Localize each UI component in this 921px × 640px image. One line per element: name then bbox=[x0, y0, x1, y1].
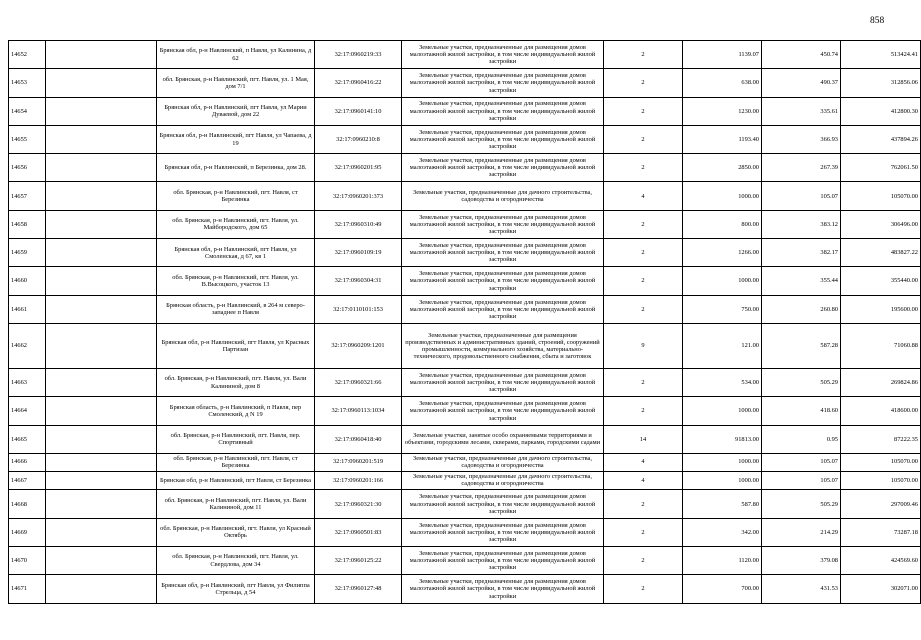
table-row bbox=[9, 41, 921, 69]
empty-cell bbox=[46, 267, 157, 295]
area-cell: 1000.00 bbox=[683, 267, 762, 295]
cadastral-number-cell: 32:17:0960418:40 bbox=[315, 425, 402, 453]
cadastral-number-cell: 32:17:0960127:48 bbox=[315, 575, 402, 603]
cadastral-number-cell: 32:17:0960109:19 bbox=[315, 239, 402, 267]
use-category-cell: 2 bbox=[604, 154, 683, 182]
empty-cell bbox=[46, 547, 157, 575]
table-row bbox=[9, 472, 921, 490]
area-cell: 638.00 bbox=[683, 69, 762, 97]
specific-value-cell: 366.93 bbox=[762, 125, 841, 153]
land-use-cell: Земельные участки, предназначенные для размещения домов малоэтажной жилой застройки, в том числе индивидуальной жилой застройки bbox=[402, 518, 604, 546]
row-number: 14656 bbox=[9, 154, 46, 182]
cadastral-number-cell: 32:17:0960210:8 bbox=[315, 125, 402, 153]
empty-cell bbox=[46, 397, 157, 425]
area-cell: 1000.00 bbox=[683, 397, 762, 425]
table-row bbox=[9, 295, 921, 323]
land-use-cell: Земельные участки, занятые особо охраняемыми территориями и объектами, городскими лесами, скверами, парками, городскими садами bbox=[402, 425, 604, 453]
use-category-cell: 2 bbox=[604, 368, 683, 396]
row-number: 14666 bbox=[9, 453, 46, 471]
empty-cell bbox=[46, 239, 157, 267]
specific-value-cell: 267.39 bbox=[762, 154, 841, 182]
area-cell: 587.80 bbox=[683, 490, 762, 518]
cadastral-value-cell: 412800.30 bbox=[841, 97, 921, 125]
cadastral-number-cell: 32:17:0960113:1034 bbox=[315, 397, 402, 425]
area-cell: 534.00 bbox=[683, 368, 762, 396]
cadastral-number-cell: 32:17:0960141:10 bbox=[315, 97, 402, 125]
row-number: 14655 bbox=[9, 125, 46, 153]
use-category-cell: 4 bbox=[604, 182, 683, 210]
cadastral-value-cell: 105070.00 bbox=[841, 472, 921, 490]
address-cell: Брянская область, р-н Навлинский, в 264 м северо-западнее п Навля bbox=[157, 295, 315, 323]
land-use-cell: Земельные участки, предназначенные для размещения домов малоэтажной жилой застройки, в том числе индивидуальной жилой застройки bbox=[402, 210, 604, 238]
table-row bbox=[9, 97, 921, 125]
cadastral-value-cell: 105070.00 bbox=[841, 453, 921, 471]
area-cell: 1193.40 bbox=[683, 125, 762, 153]
table-row bbox=[9, 368, 921, 396]
cadastral-number-cell: 32:17:0960219:33 bbox=[315, 41, 402, 69]
address-cell: обл. Брянская, р-н Навлинский, пгт. Навля, пер. Спортивный bbox=[157, 425, 315, 453]
empty-cell bbox=[46, 295, 157, 323]
empty-cell bbox=[46, 368, 157, 396]
specific-value-cell: 505.29 bbox=[762, 490, 841, 518]
use-category-cell: 4 bbox=[604, 472, 683, 490]
empty-cell bbox=[46, 472, 157, 490]
row-number: 14665 bbox=[9, 425, 46, 453]
land-use-cell: Земельные участки, предназначенные для размещения домов малоэтажной жилой застройки, в том числе индивидуальной жилой застройки bbox=[402, 41, 604, 69]
land-use-cell: Земельные участки, предназначенные для размещения домов малоэтажной жилой застройки, в том числе индивидуальной жилой застройки bbox=[402, 267, 604, 295]
address-cell: Брянская обл, р-н Навлинский, пгт Навля, ул Чапаева, д 19 bbox=[157, 125, 315, 153]
cadastral-number-cell: 32:17:0960209:1201 bbox=[315, 323, 402, 368]
cadastral-number-cell: 32:17:0960501:83 bbox=[315, 518, 402, 546]
land-parcel-table-body bbox=[9, 41, 921, 604]
use-category-cell: 2 bbox=[604, 239, 683, 267]
specific-value-cell: 383.12 bbox=[762, 210, 841, 238]
specific-value-cell: 450.74 bbox=[762, 41, 841, 69]
row-number: 14652 bbox=[9, 41, 46, 69]
land-use-cell: Земельные участки, предназначенные для размещения домов малоэтажной жилой застройки, в том числе индивидуальной жилой застройки bbox=[402, 368, 604, 396]
cadastral-number-cell: 32:17:0960304:31 bbox=[315, 267, 402, 295]
specific-value-cell: 431.53 bbox=[762, 575, 841, 603]
row-number: 14653 bbox=[9, 69, 46, 97]
specific-value-cell: 214.29 bbox=[762, 518, 841, 546]
cadastral-value-cell: 762061.50 bbox=[841, 154, 921, 182]
use-category-cell: 2 bbox=[604, 575, 683, 603]
row-number: 14658 bbox=[9, 210, 46, 238]
address-cell: обл. Брянская, р-н Навлинский, пгт. Навля, ст Березинка bbox=[157, 182, 315, 210]
address-cell: обл. Брянская, р-н Навлинский, пгт. Навля, ст Березинка bbox=[157, 453, 315, 471]
area-cell: 1139.07 bbox=[683, 41, 762, 69]
use-category-cell: 14 bbox=[604, 425, 683, 453]
use-category-cell: 4 bbox=[604, 453, 683, 471]
row-number: 14663 bbox=[9, 368, 46, 396]
specific-value-cell: 490.37 bbox=[762, 69, 841, 97]
land-use-cell: Земельные участки, предназначенные для размещения домов малоэтажной жилой застройки, в том числе индивидуальной жилой застройки bbox=[402, 575, 604, 603]
cadastral-value-cell: 195600.00 bbox=[841, 295, 921, 323]
empty-cell bbox=[46, 210, 157, 238]
empty-cell bbox=[46, 425, 157, 453]
cadastral-value-cell: 483827.22 bbox=[841, 239, 921, 267]
area-cell: 121.00 bbox=[683, 323, 762, 368]
area-cell: 1000.00 bbox=[683, 182, 762, 210]
table-row bbox=[9, 210, 921, 238]
cadastral-number-cell: 32:17:0960201:519 bbox=[315, 453, 402, 471]
use-category-cell: 2 bbox=[604, 518, 683, 546]
row-number: 14671 bbox=[9, 575, 46, 603]
row-number: 14670 bbox=[9, 547, 46, 575]
address-cell: обл. Брянская, р-н Навлинский, пгт. Навля, ул. Вали Калининой, дом 11 bbox=[157, 490, 315, 518]
empty-cell bbox=[46, 323, 157, 368]
cadastral-value-cell: 355440.00 bbox=[841, 267, 921, 295]
use-category-cell: 2 bbox=[604, 41, 683, 69]
area-cell: 1000.00 bbox=[683, 453, 762, 471]
cadastral-value-cell: 71060.88 bbox=[841, 323, 921, 368]
address-cell: Брянская обл, р-н Навлинский, пгт Навля, ул Марии Дуваевой, дом 22 bbox=[157, 97, 315, 125]
specific-value-cell: 379.08 bbox=[762, 547, 841, 575]
land-use-cell: Земельные участки, предназначенные для дачного строительства, садоводства и огородничества bbox=[402, 472, 604, 490]
table-row bbox=[9, 182, 921, 210]
row-number: 14661 bbox=[9, 295, 46, 323]
address-cell: Брянская обл, р-н Навлинский, п Навля, ул Калинина, д 62 bbox=[157, 41, 315, 69]
row-number: 14659 bbox=[9, 239, 46, 267]
area-cell: 2850.00 bbox=[683, 154, 762, 182]
table-row bbox=[9, 69, 921, 97]
cadastral-number-cell: 32:17:0960201:95 bbox=[315, 154, 402, 182]
cadastral-number-cell: 32:17:0960201:166 bbox=[315, 472, 402, 490]
table-row bbox=[9, 239, 921, 267]
table-row bbox=[9, 575, 921, 603]
cadastral-value-cell: 437894.26 bbox=[841, 125, 921, 153]
table-row bbox=[9, 425, 921, 453]
cadastral-number-cell: 32:17:0960416:22 bbox=[315, 69, 402, 97]
address-cell: Брянская обл, р-н Навлинский, пгт Навля, ст Березинка bbox=[157, 472, 315, 490]
address-cell: обл. Брянская, р-н Навлинский, пгт. Навля, ул. Майбородского, дом 65 bbox=[157, 210, 315, 238]
cadastral-number-cell: 32:17:0960321:30 bbox=[315, 490, 402, 518]
empty-cell bbox=[46, 97, 157, 125]
address-cell: обл. Брянская, р-н Навлинский, пгт. Навля, ул. В.Высоцкого, участок 13 bbox=[157, 267, 315, 295]
use-category-cell: 2 bbox=[604, 69, 683, 97]
address-cell: обл. Брянская, р-н Навлинский, пгт. Навля, ул. 1 Мая, дом 7/1 bbox=[157, 69, 315, 97]
table-row bbox=[9, 547, 921, 575]
specific-value-cell: 587.28 bbox=[762, 323, 841, 368]
land-use-cell: Земельные участки, предназначенные для размещения домов малоэтажной жилой застройки, в том числе индивидуальной жилой застройки bbox=[402, 97, 604, 125]
use-category-cell: 2 bbox=[604, 547, 683, 575]
area-cell: 750.00 bbox=[683, 295, 762, 323]
area-cell: 1120.00 bbox=[683, 547, 762, 575]
row-number: 14668 bbox=[9, 490, 46, 518]
area-cell: 700.00 bbox=[683, 575, 762, 603]
specific-value-cell: 105.07 bbox=[762, 182, 841, 210]
cadastral-value-cell: 424569.60 bbox=[841, 547, 921, 575]
cadastral-number-cell: 32:17:0110101:153 bbox=[315, 295, 402, 323]
cadastral-value-cell: 302071.00 bbox=[841, 575, 921, 603]
land-use-cell: Земельные участки, предназначенные для дачного строительства, садоводства и огородничества bbox=[402, 182, 604, 210]
use-category-cell: 2 bbox=[604, 97, 683, 125]
use-category-cell: 2 bbox=[604, 397, 683, 425]
land-use-cell: Земельные участки, предназначенные для размещения домов малоэтажной жилой застройки, в том числе индивидуальной жилой застройки bbox=[402, 154, 604, 182]
cadastral-number-cell: 32:17:0960125:22 bbox=[315, 547, 402, 575]
page-number: 858 bbox=[870, 16, 885, 26]
area-cell: 91813.00 bbox=[683, 425, 762, 453]
table-row bbox=[9, 154, 921, 182]
table-row bbox=[9, 397, 921, 425]
specific-value-cell: 260.80 bbox=[762, 295, 841, 323]
area-cell: 1266.00 bbox=[683, 239, 762, 267]
empty-cell bbox=[46, 69, 157, 97]
table-row bbox=[9, 125, 921, 153]
land-use-cell: Земельные участки, предназначенные для размещения домов малоэтажной жилой застройки, в том числе индивидуальной жилой застройки bbox=[402, 547, 604, 575]
cadastral-number-cell: 32:17:0960321:66 bbox=[315, 368, 402, 396]
cadastral-number-cell: 32:17:0960310:49 bbox=[315, 210, 402, 238]
address-cell: Брянская область, р-н Навлинский, п Навля, пер Смоленский, д N 19 bbox=[157, 397, 315, 425]
area-cell: 800.00 bbox=[683, 210, 762, 238]
row-number: 14662 bbox=[9, 323, 46, 368]
specific-value-cell: 0.95 bbox=[762, 425, 841, 453]
row-number: 14669 bbox=[9, 518, 46, 546]
land-use-cell: Земельные участки, предназначенные для размещения домов малоэтажной жилой застройки, в том числе индивидуальной жилой застройки bbox=[402, 239, 604, 267]
specific-value-cell: 382.17 bbox=[762, 239, 841, 267]
row-number: 14667 bbox=[9, 472, 46, 490]
cadastral-value-cell: 297009.46 bbox=[841, 490, 921, 518]
table-row bbox=[9, 267, 921, 295]
address-cell: Брянская обл, р-н Навлинский, п Березинка, дом 28. bbox=[157, 154, 315, 182]
specific-value-cell: 105.07 bbox=[762, 472, 841, 490]
empty-cell bbox=[46, 453, 157, 471]
specific-value-cell: 335.61 bbox=[762, 97, 841, 125]
cadastral-value-cell: 87222.35 bbox=[841, 425, 921, 453]
land-use-cell: Земельные участки, предназначенные для размещения домов малоэтажной жилой застройки, в том числе индивидуальной жилой застройки bbox=[402, 125, 604, 153]
cadastral-value-cell: 105070.00 bbox=[841, 182, 921, 210]
table-row bbox=[9, 490, 921, 518]
land-use-cell: Земельные участки, предназначенные для дачного строительства, садоводства и огородничества bbox=[402, 453, 604, 471]
land-use-cell: Земельные участки, предназначенные для размещения производственных и административных зданий, строений, сооружений промышленности, коммунального хозяйства, материально-технического, продовольственного снабжения, сбыта и заготовок bbox=[402, 323, 604, 368]
cadastral-value-cell: 73287.18 bbox=[841, 518, 921, 546]
empty-cell bbox=[46, 490, 157, 518]
land-use-cell: Земельные участки, предназначенные для размещения домов малоэтажной жилой застройки, в том числе индивидуальной жилой застройки bbox=[402, 295, 604, 323]
use-category-cell: 9 bbox=[604, 323, 683, 368]
table-row bbox=[9, 518, 921, 546]
land-use-cell: Земельные участки, предназначенные для размещения домов малоэтажной жилой застройки, в том числе индивидуальной жилой застройки bbox=[402, 490, 604, 518]
address-cell: обл. Брянская, р-н Навлинский, пгт. Навля, ул Красный Октябрь bbox=[157, 518, 315, 546]
empty-cell bbox=[46, 125, 157, 153]
use-category-cell: 2 bbox=[604, 295, 683, 323]
specific-value-cell: 505.29 bbox=[762, 368, 841, 396]
cadastral-value-cell: 312856.06 bbox=[841, 69, 921, 97]
address-cell: обл. Брянская, р-н Навлинский, пгт. Навля, ул. Вали Калининой, дом 8 bbox=[157, 368, 315, 396]
empty-cell bbox=[46, 182, 157, 210]
row-number: 14660 bbox=[9, 267, 46, 295]
cadastral-value-cell: 306496.00 bbox=[841, 210, 921, 238]
land-parcel-table bbox=[8, 40, 921, 604]
address-cell: обл. Брянская, р-н Навлинский, пгт. Навля, ул. Свердлова, дом 34 bbox=[157, 547, 315, 575]
cadastral-value-cell: 513424.41 bbox=[841, 41, 921, 69]
area-cell: 1000.00 bbox=[683, 472, 762, 490]
land-use-cell: Земельные участки, предназначенные для размещения домов малоэтажной жилой застройки, в том числе индивидуальной жилой застройки bbox=[402, 69, 604, 97]
specific-value-cell: 355.44 bbox=[762, 267, 841, 295]
address-cell: Брянская обл, р-н Навлинский, пгт Навля, ул Смоленская, д 67, кв 1 bbox=[157, 239, 315, 267]
row-number: 14664 bbox=[9, 397, 46, 425]
empty-cell bbox=[46, 154, 157, 182]
address-cell: Брянская обл, р-н Навлинский, пгт Навля, ул Филиппа Стрельца, д 54 bbox=[157, 575, 315, 603]
empty-cell bbox=[46, 518, 157, 546]
use-category-cell: 2 bbox=[604, 210, 683, 238]
use-category-cell: 2 bbox=[604, 490, 683, 518]
area-cell: 342.00 bbox=[683, 518, 762, 546]
specific-value-cell: 418.60 bbox=[762, 397, 841, 425]
row-number: 14657 bbox=[9, 182, 46, 210]
land-use-cell: Земельные участки, предназначенные для размещения домов малоэтажной жилой застройки, в том числе индивидуальной жилой застройки bbox=[402, 397, 604, 425]
cadastral-value-cell: 418600.00 bbox=[841, 397, 921, 425]
empty-cell bbox=[46, 575, 157, 603]
use-category-cell: 2 bbox=[604, 125, 683, 153]
area-cell: 1230.00 bbox=[683, 97, 762, 125]
use-category-cell: 2 bbox=[604, 267, 683, 295]
table-row bbox=[9, 453, 921, 471]
empty-cell bbox=[46, 41, 157, 69]
row-number: 14654 bbox=[9, 97, 46, 125]
cadastral-value-cell: 269824.86 bbox=[841, 368, 921, 396]
address-cell: Брянская обл, р-н Навлинский, пгт Навля, ул Красных Партизан bbox=[157, 323, 315, 368]
table-row bbox=[9, 323, 921, 368]
cadastral-number-cell: 32:17:0960201:373 bbox=[315, 182, 402, 210]
specific-value-cell: 105.07 bbox=[762, 453, 841, 471]
